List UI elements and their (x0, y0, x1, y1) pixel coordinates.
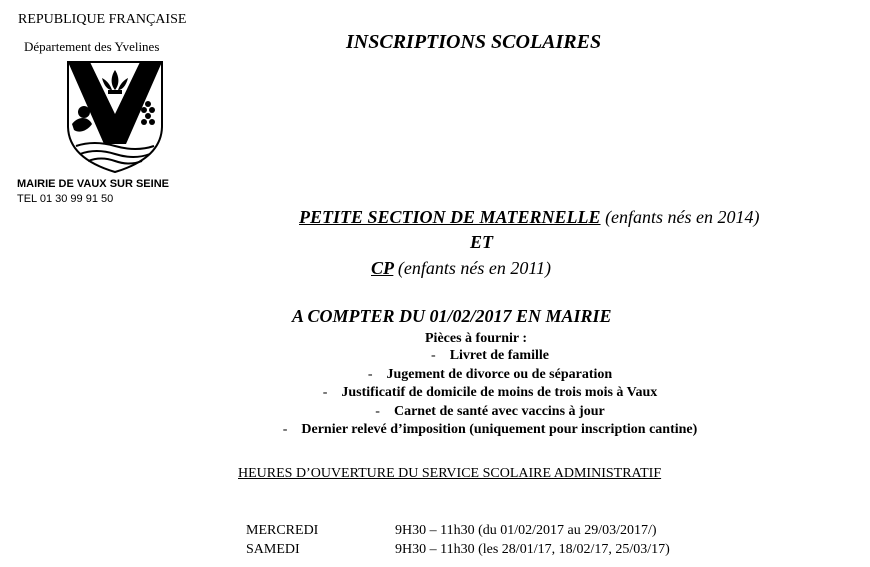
cp-label: CP (371, 258, 394, 278)
phone-number: TEL 01 30 99 91 50 (17, 193, 114, 205)
hours-time: 9H30 – 11h30 (les 28/01/17, 18/02/17, 25/03/17) (395, 542, 670, 557)
maternelle-note: (enfants nés en 2014) (605, 207, 760, 227)
et-label: ET (470, 232, 494, 252)
cp-note: (enfants nés en 2011) (397, 258, 551, 278)
start-date: A COMPTER DU 01/02/2017 EN MAIRIE (292, 306, 612, 326)
maternelle-label: PETITE SECTION DE MATERNELLE (299, 207, 601, 227)
coat-of-arms-icon (66, 60, 164, 179)
list-item: - Jugement de divorce ou de séparation (367, 366, 613, 382)
mairie-name: MAIRIE DE VAUX SUR SEINE (17, 178, 169, 190)
hours-day: SAMEDI (246, 542, 300, 557)
republic-label: REPUBLIQUE FRANÇAISE (18, 12, 187, 27)
maternelle-line (299, 207, 760, 228)
pieces-list (200, 347, 780, 440)
list-item: - Livret de famille (431, 348, 549, 363)
list-item: - Justificatif de domicile de moins de trois mois à Vaux (322, 385, 658, 400)
list-item: - Carnet de santé avec vaccins à jour (375, 403, 605, 419)
list-item: - Dernier relevé d’imposition (uniquement pour inscription cantine) (282, 422, 698, 437)
department-label: Département des Yvelines (24, 39, 160, 54)
pieces-title: Pièces à fournir : (425, 331, 527, 346)
hours-title: HEURES D’OUVERTURE DU SERVICE SCOLAIRE ADMINISTRATIF (238, 466, 662, 481)
page-title: INSCRIPTIONS SCOLAIRES (346, 31, 602, 53)
hours-time: 9H30 – 11h30 (du 01/02/2017 au 29/03/2017/) (395, 523, 657, 538)
hours-day: MERCREDI (246, 523, 319, 538)
cp-line (371, 258, 551, 279)
